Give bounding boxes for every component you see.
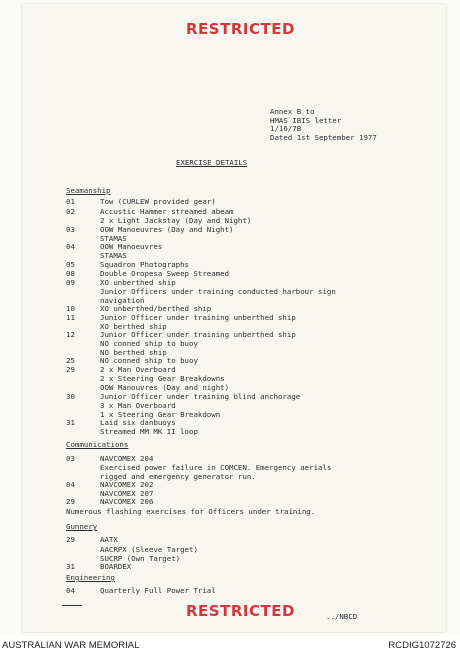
exercise-line: NAVCOMEX 202	[100, 480, 154, 489]
serial-number: 04	[66, 480, 75, 489]
exercise-line: 3 x Man Overboard	[100, 401, 176, 410]
serial-number: 02	[66, 207, 75, 216]
annex-line: Annex B to	[270, 107, 315, 116]
exercise-line: Quarterly Full Power Trial	[100, 586, 216, 595]
serial-number: 03	[66, 225, 75, 234]
serial-number: 04	[66, 242, 75, 251]
serial-number: 29	[66, 535, 75, 544]
exercise-line: NO conned ship to buoy	[100, 356, 198, 365]
exercise-line: SUCRP (Own Target)	[100, 554, 181, 563]
exercise-line: OOW Manoeuvres (Day and Night)	[100, 225, 234, 234]
restricted-stamp-bottom: RESTRICTED	[186, 602, 295, 620]
serial-number: 31	[66, 418, 75, 427]
serial-number: 04	[66, 586, 75, 595]
serial-number: 12	[66, 330, 75, 339]
exercise-line: 1 x Steering Gear Breakdown	[100, 410, 221, 419]
serial-number: 01	[66, 197, 75, 206]
serial-number: 30	[66, 392, 75, 401]
serial-number: 09	[66, 278, 75, 287]
exercise-line: STAMAS	[100, 251, 127, 260]
section-heading-seamanship: Seamanship	[66, 186, 111, 195]
exercise-line: NAVCOMEX 206	[100, 497, 154, 506]
archive-footer	[0, 636, 460, 654]
exercise-line: Accustic Hammer streamed abeam	[100, 207, 234, 216]
exercise-line: Squadron Photographs	[100, 260, 189, 269]
exercise-line: Double Oropesa Sweep Streamed	[100, 269, 230, 278]
serial-number: 31	[66, 562, 75, 571]
exercise-line: BOARDEX	[100, 562, 132, 571]
exercise-line: AACRPX (Sleeve Target)	[100, 545, 198, 554]
footer-archive-name: AUSTRALIAN WAR MEMORIAL	[2, 640, 140, 651]
section-heading-engineering: Engineering	[66, 573, 115, 582]
page-reference: ../NBCD	[326, 612, 358, 621]
exercise-line: Junior Officers under training conducted harbour sign	[100, 287, 336, 296]
annex-reference	[270, 108, 377, 142]
annex-line: Dated 1st September 1977	[270, 132, 377, 142]
exercise-line: NO berthed ship	[100, 348, 167, 357]
section-heading-communications: Communications	[66, 440, 129, 449]
exercise-line: 2 x Man Overboard	[100, 365, 176, 374]
exercise-line: Tow (CURLEW provided gear)	[100, 197, 216, 206]
exercise-line: Streamed MM MK II loop	[100, 427, 198, 436]
exercise-line: AATX	[100, 535, 118, 544]
annex-line: HMAS IBIS letter	[270, 115, 342, 125]
serial-number: 10	[66, 304, 75, 313]
exercise-line: 2 x Steering Gear Breakdowns	[100, 374, 225, 383]
end-rule	[62, 605, 82, 606]
exercise-line: Junior Officer under training blind anchorage	[100, 392, 301, 401]
exercise-line: Exercised power failure in COMCEN. Emergency aerials	[100, 463, 332, 472]
exercise-line: NAVCOMEX 207	[100, 489, 154, 498]
annex-line: 1/16/7B	[270, 124, 302, 134]
serial-number: 29	[66, 365, 75, 374]
serial-number: 03	[66, 454, 75, 463]
serial-number: 05	[66, 260, 75, 269]
serial-number: 08	[66, 269, 75, 278]
serial-number: 25	[66, 356, 75, 365]
exercise-line: XO unberthed ship	[100, 278, 176, 287]
exercise-line: rigged and emergency generator run.	[100, 472, 256, 481]
serial-number: 11	[66, 313, 75, 322]
communications-note: Numerous flashing exercises for Officers under training.	[66, 507, 316, 516]
exercise-line: NO conned ship to buoy	[100, 339, 198, 348]
exercise-line: STAMAS	[100, 234, 127, 243]
section-heading-gunnery: Gunnery	[66, 522, 98, 531]
exercise-line: OOW Manoeuvres	[100, 242, 163, 251]
restricted-stamp-top: RESTRICTED	[186, 20, 295, 38]
serial-number: 29	[66, 497, 75, 506]
exercise-line: Junior Officer under training unberthed ship	[100, 330, 296, 339]
exercise-line: NAVCOMEX 204	[100, 454, 154, 463]
exercise-line: XO berthed ship	[100, 322, 167, 331]
exercise-line: navigation	[100, 296, 145, 305]
exercise-line: XO unberthed/berthed ship	[100, 304, 212, 313]
exercise-line: 2 x Light Jackstay (Day and Night)	[100, 216, 252, 225]
document-title: EXERCISE DETAILS	[176, 158, 248, 167]
exercise-line: Junior Officer under training unberthed ship	[100, 313, 296, 322]
exercise-line: Laid six danbuoys	[100, 418, 176, 427]
exercise-line: OOW Manouvres (Day and night)	[100, 383, 230, 392]
footer-item-id: RCDIG1072726	[388, 640, 456, 651]
